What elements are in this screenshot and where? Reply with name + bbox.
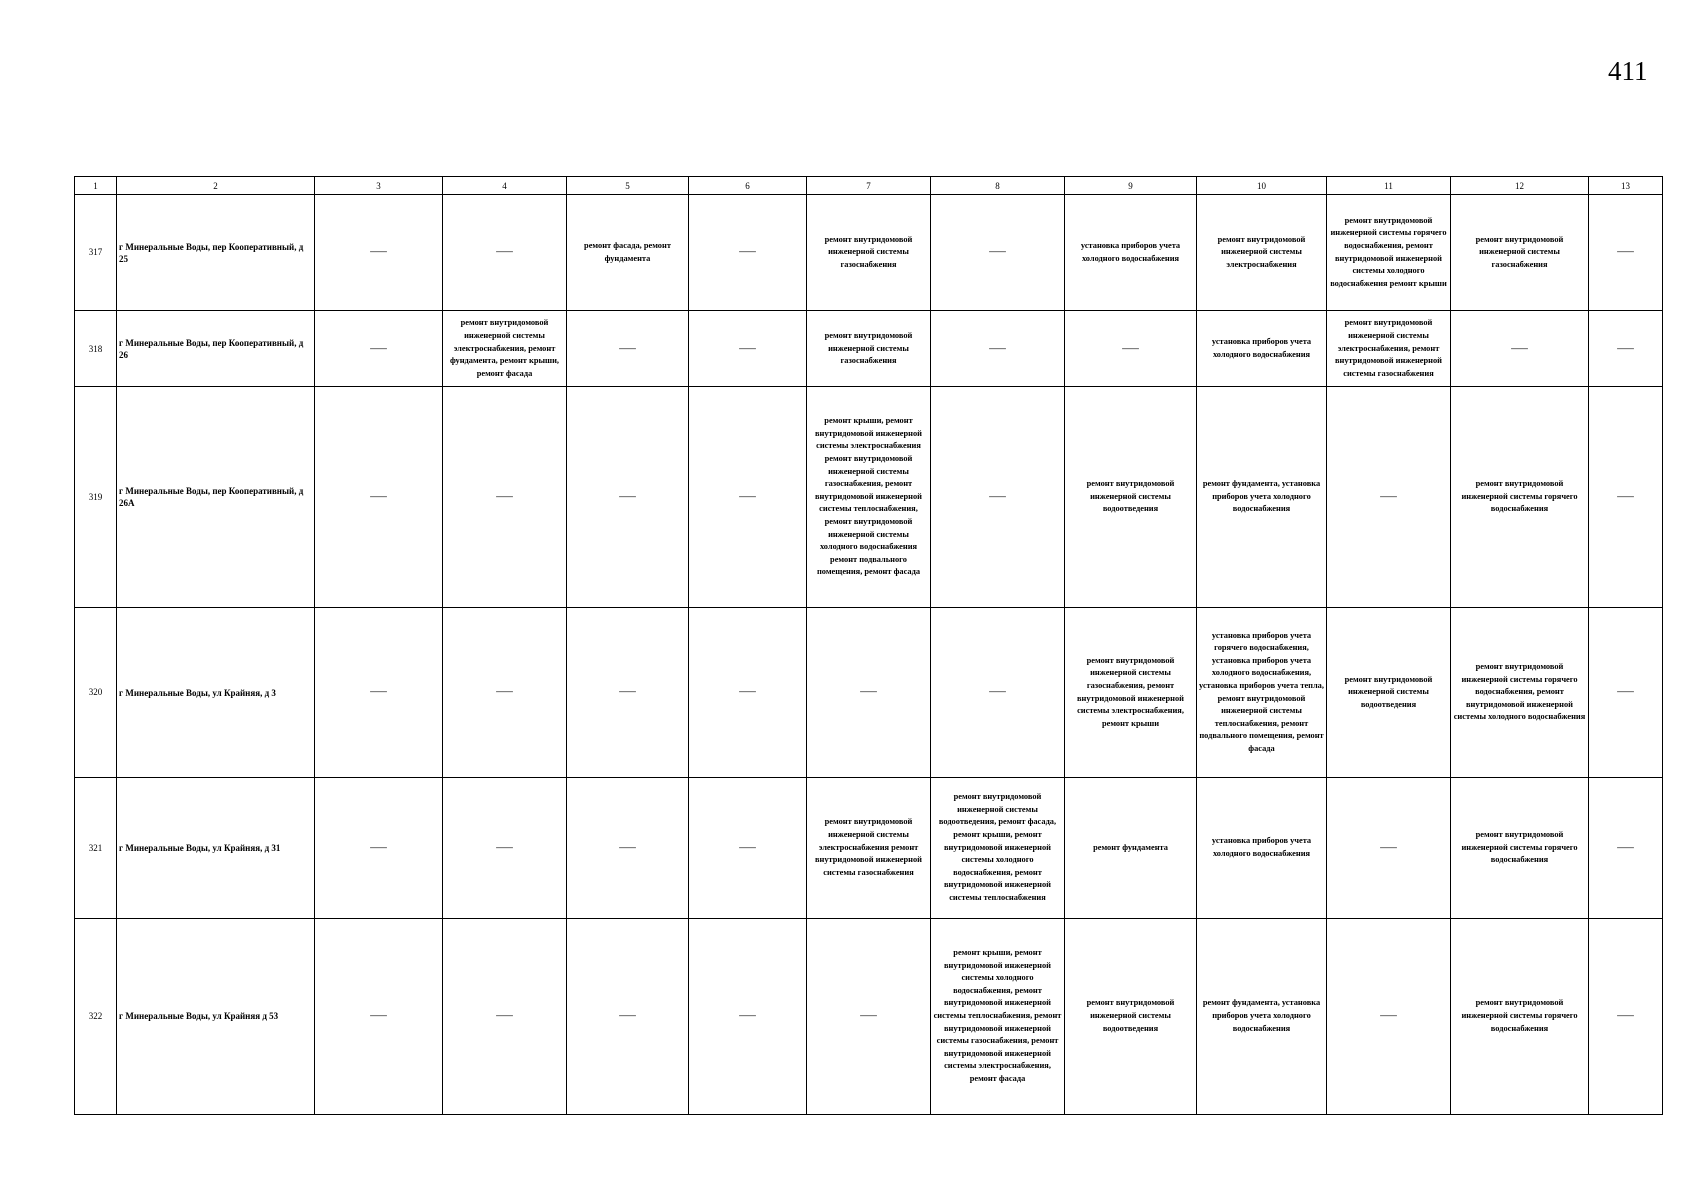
row-number: 317	[75, 195, 117, 311]
row-number: 322	[75, 918, 117, 1114]
table-row	[75, 387, 1663, 607]
work-cell: ремонт внутридомовой инженерной системы водоотведения, ремонт фасада, ремонт крыши, ремонт внутридомовой инженерной системы холодного водоснабжения, ремонт внутридомовой инженерной системы теплоснабжения	[931, 778, 1065, 918]
work-cell: ремонт внутридомовой инженерной системы водоотведения	[1327, 607, 1451, 777]
work-cell: ремонт внутридомовой инженерной системы электроснабжения, ремонт внутридомовой инженерной системы газоснабжения	[1327, 311, 1451, 387]
work-cell: установка приборов учета холодного водоснабжения	[1197, 311, 1327, 387]
work-cell: ——	[567, 311, 689, 387]
work-cell: ——	[567, 918, 689, 1114]
work-cell: ремонт крыши, ремонт внутридомовой инженерной системы электроснабжения ремонт внутридомовой инженерной системы газоснабжения, ремонт внутридомовой инженерной системы теплоснабжения, ремонт внутридомовой инженерной системы холодного водоснабжения ремонт подвального помещения, ремонт фасада	[807, 387, 931, 607]
work-cell: ——	[689, 387, 807, 607]
work-cell: ремонт фундамента, установка приборов учета холодного водоснабжения	[1197, 918, 1327, 1114]
repair-schedule-table	[74, 176, 1663, 1115]
column-number: 2	[117, 177, 315, 195]
work-cell: ——	[443, 607, 567, 777]
row-number: 321	[75, 778, 117, 918]
table-row	[75, 311, 1663, 387]
work-cell: ——	[315, 387, 443, 607]
work-cell: ——	[1589, 778, 1663, 918]
work-cell: ремонт фундамента, установка приборов учета холодного водоснабжения	[1197, 387, 1327, 607]
work-cell: ——	[567, 607, 689, 777]
work-cell: ——	[1327, 778, 1451, 918]
work-cell: ремонт внутридомовой инженерной системы газоснабжения	[807, 311, 931, 387]
column-number: 1	[75, 177, 117, 195]
column-number: 9	[1065, 177, 1197, 195]
work-cell: установка приборов учета горячего водоснабжения, установка приборов учета холодного водоснабжения, установка приборов учета тепла, ремонт внутридомовой инженерной системы теплоснабжения, ремонт подвального помещения, ремонт фасада	[1197, 607, 1327, 777]
work-cell: ——	[807, 607, 931, 777]
table-row	[75, 778, 1663, 918]
work-cell: ——	[443, 918, 567, 1114]
column-number: 3	[315, 177, 443, 195]
work-cell: ——	[689, 195, 807, 311]
work-cell: ——	[315, 607, 443, 777]
address-cell: г Минеральные Воды, ул Крайняя, д 31	[117, 778, 315, 918]
row-number: 320	[75, 607, 117, 777]
address-cell: г Минеральные Воды, ул Крайняя, д 3	[117, 607, 315, 777]
work-cell: ——	[567, 778, 689, 918]
work-cell: ремонт внутридомовой инженерной системы горячего водоснабжения, ремонт внутридомовой инженерной системы холодного водоснабжения	[1451, 607, 1589, 777]
work-cell: ремонт внутридомовой инженерной системы газоснабжения	[1451, 195, 1589, 311]
work-cell: ——	[443, 195, 567, 311]
work-cell: ——	[931, 311, 1065, 387]
work-cell: ——	[689, 778, 807, 918]
column-number: 7	[807, 177, 931, 195]
work-cell: ——	[689, 311, 807, 387]
work-cell: ремонт фасада, ремонт фундамента	[567, 195, 689, 311]
address-cell: г Минеральные Воды, пер Кооперативный, д 26А	[117, 387, 315, 607]
work-cell: ——	[1327, 387, 1451, 607]
work-cell: ——	[315, 195, 443, 311]
work-cell: ——	[443, 387, 567, 607]
column-number: 11	[1327, 177, 1451, 195]
work-cell: ——	[1589, 607, 1663, 777]
work-cell: ——	[567, 387, 689, 607]
work-cell: установка приборов учета холодного водоснабжения	[1197, 778, 1327, 918]
work-cell: ремонт внутридомовой инженерной системы горячего водоснабжения, ремонт внутридомовой инженерной системы холодного водоснабжения ремонт крыши	[1327, 195, 1451, 311]
address-cell: г Минеральные Воды, пер Кооперативный, д 25	[117, 195, 315, 311]
work-cell: ——	[1065, 311, 1197, 387]
work-cell: ——	[1327, 918, 1451, 1114]
work-cell: ——	[1589, 387, 1663, 607]
address-cell: г Минеральные Воды, пер Кооперативный, д 26	[117, 311, 315, 387]
work-cell: ремонт внутридомовой инженерной системы электроснабжения ремонт внутридомовой инженерной системы газоснабжения	[807, 778, 931, 918]
work-cell: ремонт фундамента	[1065, 778, 1197, 918]
work-cell: ремонт внутридомовой инженерной системы газоснабжения	[807, 195, 931, 311]
work-cell: ——	[1589, 311, 1663, 387]
column-number: 6	[689, 177, 807, 195]
address-cell: г Минеральные Воды, ул Крайняя д 53	[117, 918, 315, 1114]
work-cell: ремонт внутридомовой инженерной системы горячего водоснабжения	[1451, 387, 1589, 607]
work-cell: ——	[315, 311, 443, 387]
work-cell: ——	[931, 387, 1065, 607]
work-cell: ремонт внутридомовой инженерной системы электроснабжения, ремонт фундамента, ремонт крыши, ремонт фасада	[443, 311, 567, 387]
work-cell: ремонт внутридомовой инженерной системы горячего водоснабжения	[1451, 778, 1589, 918]
work-cell: ——	[689, 918, 807, 1114]
table-row	[75, 918, 1663, 1114]
column-number: 12	[1451, 177, 1589, 195]
row-number: 319	[75, 387, 117, 607]
work-cell: ремонт внутридомовой инженерной системы горячего водоснабжения	[1451, 918, 1589, 1114]
work-cell: ремонт внутридомовой инженерной системы водоотведения	[1065, 387, 1197, 607]
work-cell: ——	[443, 778, 567, 918]
work-cell: ——	[1589, 195, 1663, 311]
table-row	[75, 195, 1663, 311]
work-cell: ——	[1589, 918, 1663, 1114]
column-number: 8	[931, 177, 1065, 195]
work-cell: ремонт внутридомовой инженерной системы водоотведения	[1065, 918, 1197, 1114]
work-cell: ——	[315, 778, 443, 918]
table-row	[75, 607, 1663, 777]
work-cell: ремонт внутридомовой инженерной системы электроснабжения	[1197, 195, 1327, 311]
work-cell: ——	[931, 607, 1065, 777]
work-cell: ремонт внутридомовой инженерной системы газоснабжения, ремонт внутридомовой инженерной системы электроснабжения, ремонт крыши	[1065, 607, 1197, 777]
column-number: 10	[1197, 177, 1327, 195]
work-cell: ——	[315, 918, 443, 1114]
work-cell: установка приборов учета холодного водоснабжения	[1065, 195, 1197, 311]
column-number: 5	[567, 177, 689, 195]
work-cell: ——	[807, 918, 931, 1114]
work-cell: ——	[1451, 311, 1589, 387]
work-cell: ремонт крыши, ремонт внутридомовой инженерной системы холодного водоснабжения, ремонт внутридомовой инженерной системы теплоснабжения, ремонт внутридомовой инженерной системы газоснабжения, ремонт внутридомовой инженерной системы электроснабжения, ремонт фасада	[931, 918, 1065, 1114]
row-number: 318	[75, 311, 117, 387]
work-cell: ——	[689, 607, 807, 777]
column-number-row	[75, 177, 1663, 195]
page-number: 411	[1608, 56, 1648, 86]
column-number: 13	[1589, 177, 1663, 195]
column-number: 4	[443, 177, 567, 195]
work-cell: ——	[931, 195, 1065, 311]
